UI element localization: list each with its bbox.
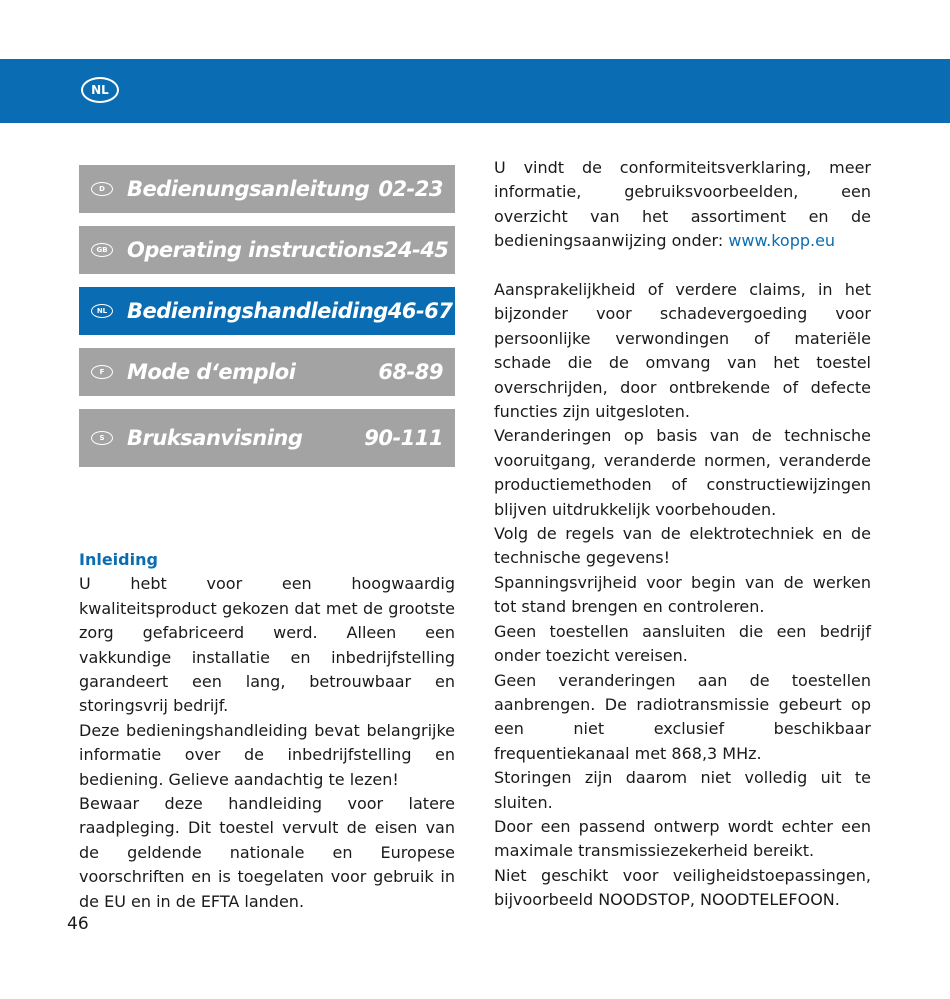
language-code-icon: S: [91, 431, 113, 445]
safety-paragraph: Aansprakelijkheid of verdere claims, in het bijzonder voor schadevergoeding voor persoonlijke verwondingen of materiële schade die de omvang van het toestel overschrijden, door ontbrekende of defecte functies zijn uitgesloten.: [494, 280, 871, 422]
language-code-icon: F: [91, 365, 113, 379]
safety-paragraph: Volg de regels van de elektrotechniek en de technische gegevens!: [494, 524, 871, 568]
header-bar: [0, 59, 950, 123]
intro-heading: Inleiding: [79, 550, 158, 569]
toc-item-f[interactable]: [79, 348, 455, 396]
toc-pages: 90-111: [364, 426, 443, 450]
language-code-icon: D: [91, 182, 113, 196]
intro-paragraph: U hebt voor een hoogwaardig kwaliteitsproduct gekozen dat met de grootste zorg gefabriceerd werd. Alleen een vakkundige installatie en inbedrijfstelling garandeert een lang, betrouwbaar en storingsvrij bedrijf.: [79, 574, 455, 716]
safety-paragraph: Spanningsvrijheid voor begin van de werken tot stand brengen en controleren.: [494, 572, 871, 617]
paragraph-gap: [494, 254, 871, 278]
page-number: 46: [67, 914, 89, 934]
toc-item-s[interactable]: [79, 409, 455, 467]
safety-paragraph: Geen toestellen aansluiten die een bedrijf onder toezicht vereisen.: [494, 621, 871, 666]
toc-title: Bruksanvisning: [127, 426, 303, 450]
safety-paragraph: Door een passend ontwerp wordt echter een maximale transmissiezekerheid bereikt.: [494, 816, 871, 861]
toc-pages: 68-89: [378, 360, 443, 384]
language-code-icon: GB: [91, 243, 113, 257]
intro-paragraph: Bewaar deze handleiding voor latere raadpleging. Dit toestel vervult de eisen van de geldende nationale en Europese voorschriften en is toegelaten voor gebruik in de EU en in de EFTA landen.: [79, 794, 455, 911]
toc-pages: 24-45: [383, 238, 449, 262]
language-badge: NL: [81, 77, 119, 103]
toc-item-nl[interactable]: [79, 287, 455, 335]
intro-section: [79, 548, 455, 914]
toc-title: Mode d‘emploi: [127, 360, 296, 384]
toc-item-de[interactable]: [79, 165, 455, 213]
safety-paragraph: Veranderingen op basis van de technische vooruitgang, veranderde normen, veranderde productiemethoden of constructiewijzingen blijven uitdrukkelijk voorbehouden.: [494, 426, 871, 519]
toc-pages: 46-67: [387, 299, 453, 323]
toc-item-gb[interactable]: [79, 226, 455, 274]
toc-title: Bedienungsanleitung: [127, 177, 370, 201]
safety-paragraph: Geen veranderingen aan de toestellen aanbrengen. De radiotransmissie gebeurt op een niet exclusief beschikbaar frequentiekanaal met 868,3 MHz.: [494, 670, 871, 763]
safety-paragraph: Niet geschikt voor veiligheidstoepassingen, bijvoorbeeld NOODSTOP, NOODTELEFOON.: [494, 865, 871, 910]
intro-paragraph: Deze bedieningshandleiding bevat belangrijke informatie over de inbedrijfstelling en bediening. Gelieve aandachtig te lezen!: [79, 720, 455, 789]
language-code-icon: NL: [91, 304, 113, 318]
toc-pages: 02-23: [378, 177, 443, 201]
kopp-website-link[interactable]: www.kopp.eu: [728, 231, 836, 251]
toc-title: Bedieningshandleiding: [127, 299, 388, 323]
conformity-paragraph: [494, 156, 871, 254]
safety-section: [494, 156, 871, 913]
conformity-text: U vindt de conformiteitsverklaring, meer informatie, gebruiksvoorbeelden, een overzicht van het assortiment en de bedieningsaanwijzing onder:: [494, 158, 871, 251]
safety-paragraph: Storingen zijn daarom niet volledig uit te sluiten.: [494, 768, 871, 812]
toc-title: Operating instructions: [127, 238, 384, 262]
